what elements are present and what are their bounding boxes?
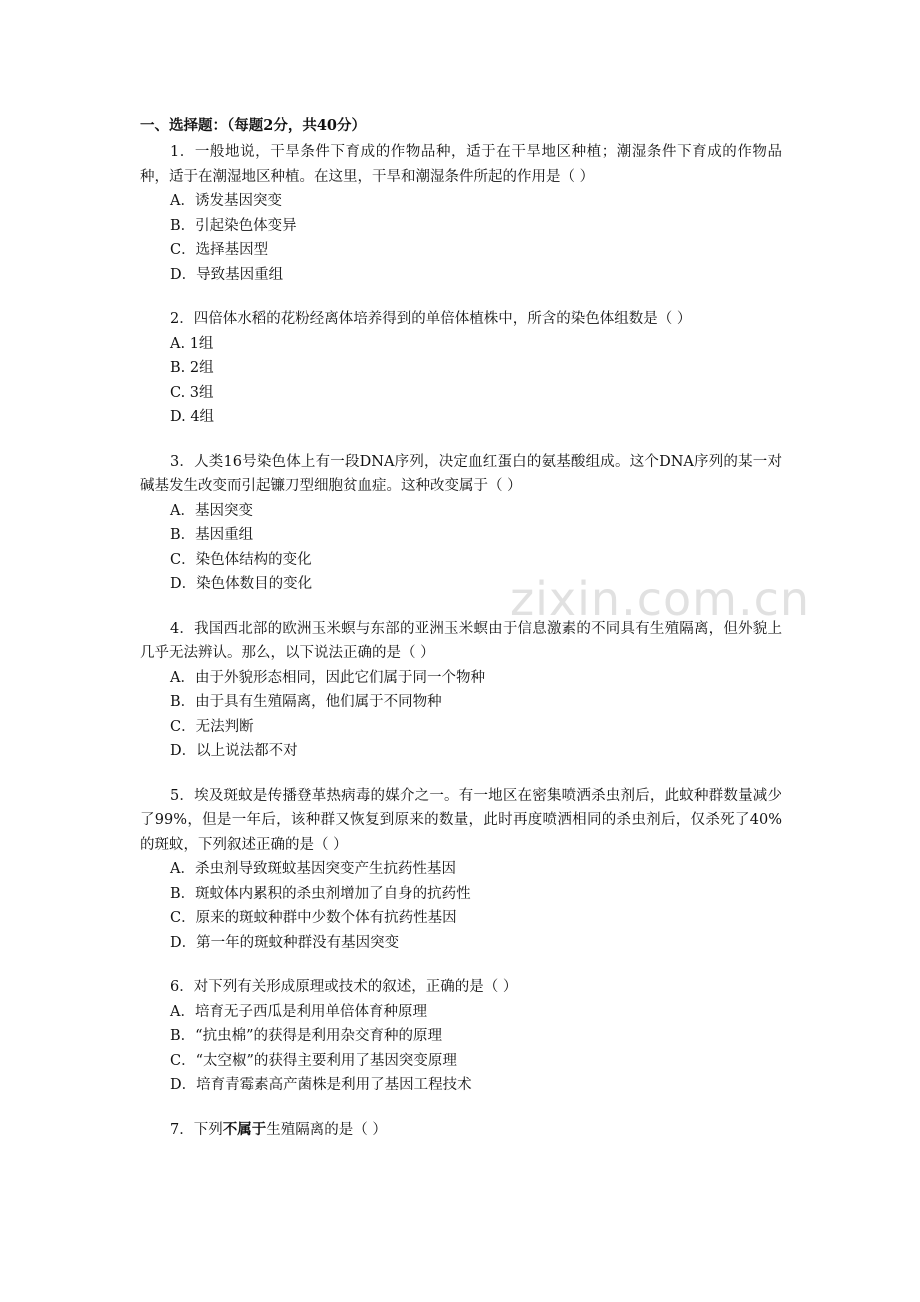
option-a: A．培育无子西瓜是利用单倍体育种原理 xyxy=(170,1003,427,1020)
option-c: C．“太空椒”的获得主要利用了基因突变原理 xyxy=(170,1052,457,1069)
option-a: A．由于外貌形态相同，因此它们属于同一个物种 xyxy=(170,669,485,686)
option-d: D．导致基因重组 xyxy=(170,266,284,283)
question-1 xyxy=(140,140,782,287)
option-a: A．诱发基因突变 xyxy=(170,193,282,209)
option-b: B．“抗虫棉”的获得是利用杂交育种的原理 xyxy=(170,1028,442,1044)
option-c: C．原来的斑蚊种群中少数个体有抗药性基因 xyxy=(170,910,457,926)
watermark: zixin.com.cn xyxy=(510,572,811,626)
question-stem-emphasis: 不属于 xyxy=(222,1120,267,1138)
question-stem: 3．人类16号染色体上有一段DNA序列，决定血红蛋白的氨基酸组成。这个DNA序列的某一对碱基发生改变而引起镰刀型细胞贫血症。这种改变属于（ ） xyxy=(140,453,782,494)
option-list xyxy=(140,332,782,430)
option-d: D．培育青霉素高产菌株是利用了基因工程技术 xyxy=(170,1077,472,1093)
option-b: B．引起染色体变异 xyxy=(170,217,297,234)
question-5 xyxy=(140,784,782,956)
option-b: B．基因重组 xyxy=(170,527,254,543)
option-c: C．无法判断 xyxy=(170,718,254,735)
question-stem-prefix: 7．下列 xyxy=(170,1121,223,1138)
question-6 xyxy=(140,975,782,1098)
option-b: B．由于具有生殖隔离，他们属于不同物种 xyxy=(170,694,442,710)
option-b: B. 2组 xyxy=(170,360,214,376)
question-stem: 6．对下列有关形成原理或技术的叙述，正确的是（ ） xyxy=(170,979,518,995)
option-c: C. 3组 xyxy=(170,384,214,401)
section-title: 一、选择题：（每题2分，共40分） xyxy=(140,117,367,134)
option-c: C．选择基因型 xyxy=(170,242,269,258)
option-b: B．斑蚊体内累积的杀虫剂增加了自身的抗药性 xyxy=(170,885,471,902)
question-3 xyxy=(140,450,782,597)
question-stem: 4．我国西北部的欧洲玉米螟与东部的亚洲玉米螟由于信息激素的不同具有生殖隔离，但外貌上几乎无法辨认。那么，以下说法正确的是（ ） xyxy=(140,620,782,661)
exam-content xyxy=(140,116,782,1162)
option-list xyxy=(140,666,782,764)
option-list xyxy=(140,189,782,287)
question-stem: 5．埃及斑蚊是传播登革热病毒的媒介之一。有一地区在密集喷洒杀虫剂后，此蚊种群数量减少了99%，但是一年后，该种群又恢复到原来的数量，此时再度喷洒相同的杀虫剂后，仅杀死了40%的斑蚊，下列叙述正确的是（ ） xyxy=(140,787,782,853)
option-d: D．染色体数目的变化 xyxy=(170,576,313,592)
option-c: C．染色体结构的变化 xyxy=(170,551,312,568)
question-4 xyxy=(140,617,782,764)
option-a: A．基因突变 xyxy=(170,502,253,519)
question-2 xyxy=(140,307,782,430)
question-stem: 1．一般地说，干旱条件下育成的作物品种，适于在干旱地区种植；潮湿条件下育成的作物品种，适于在潮湿地区种植。在这里，干旱和潮湿条件所起的作用是（ ） xyxy=(140,144,782,185)
question-7 xyxy=(140,1118,782,1143)
option-list xyxy=(140,499,782,597)
option-a: A．杀虫剂导致斑蚊基因突变产生抗药性基因 xyxy=(170,861,456,877)
option-d: D．以上说法都不对 xyxy=(170,743,298,759)
question-stem xyxy=(140,1118,782,1143)
option-d: D．第一年的斑蚊种群没有基因突变 xyxy=(170,934,400,951)
option-a: A. 1组 xyxy=(170,335,214,352)
option-d: D. 4组 xyxy=(170,409,215,425)
question-stem-suffix: 生殖隔离的是（ ） xyxy=(266,1121,387,1138)
option-list xyxy=(140,857,782,955)
option-list xyxy=(140,1000,782,1098)
question-stem: 2．四倍体水稻的花粉经离体培养得到的单倍体植株中，所含的染色体组数是（ ） xyxy=(170,311,692,327)
